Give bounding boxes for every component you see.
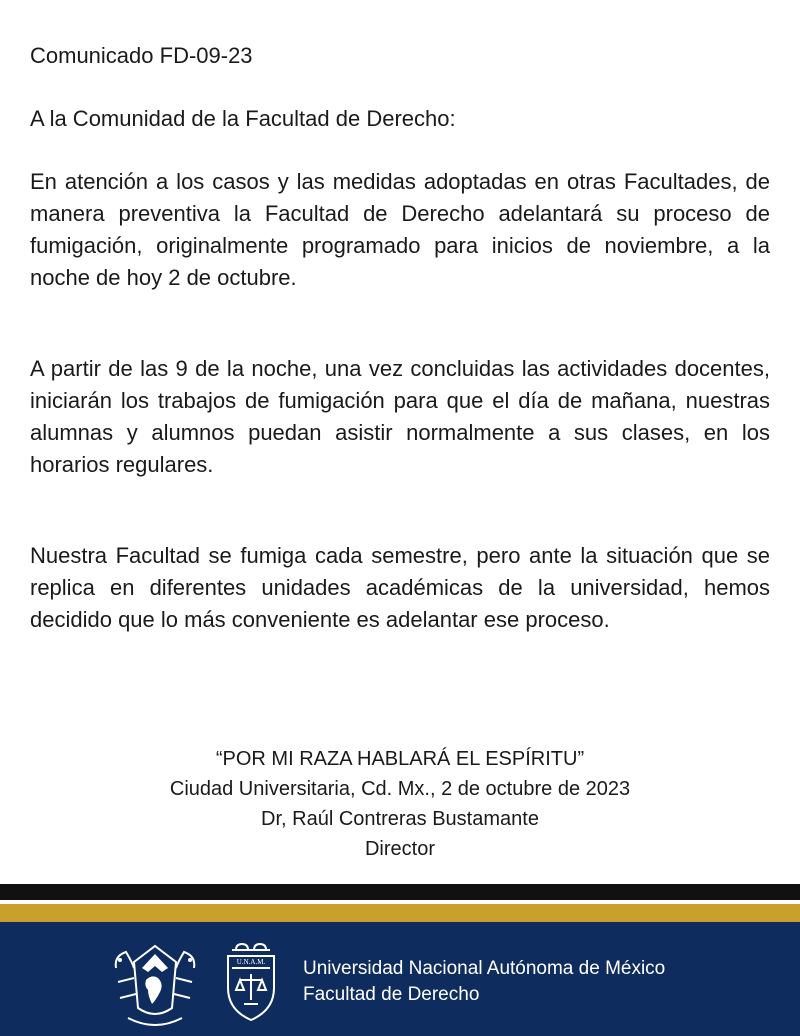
paragraph-1: En atención a los casos y las medidas adoptadas en otras Facultades, de manera preventiva la Facultad de Derecho adelantará su proceso de fumigación, originalmente programado para inicios de noviembre, a la noche de hoy 2 de octubre. bbox=[30, 169, 770, 290]
motto: “POR MI RAZA HABLARÁ EL ESPÍRITU” bbox=[215, 748, 585, 770]
salutation: A la Comunidad de la Facultad de Derecho: bbox=[30, 106, 456, 131]
footer-stripe-gold bbox=[0, 904, 800, 922]
signatory-title: Director bbox=[364, 838, 435, 860]
paragraph-2: A partir de las 9 de la noche, una vez concluidas las actividades docentes, iniciarán los trabajos de fumigación para que el día de mañana, nuestras alumnas y alumnos puedan asistir normalmente a sus clases, en los horarios regulares. bbox=[30, 356, 770, 477]
institution-name: Universidad Nacional Autónoma de México bbox=[303, 958, 666, 979]
footer-institution-text bbox=[303, 956, 665, 1008]
faculty-name: Facultad de Derecho bbox=[303, 984, 480, 1005]
signatory-name: Dr, Raúl Contreras Bustamante bbox=[261, 808, 539, 830]
svg-text:U.N.A.M.: U.N.A.M. bbox=[236, 958, 266, 966]
facultad-derecho-seal-icon bbox=[222, 942, 280, 1022]
signature-block bbox=[0, 744, 800, 864]
place-date: Ciudad Universitaria, Cd. Mx., 2 de octubre de 2023 bbox=[169, 778, 631, 800]
paragraph-3: Nuestra Facultad se fumiga cada semestre, pero ante la situación que se replica en diferentes unidades académicas de la universidad, hemos decidido que lo más conveniente es adelantar ese proceso. bbox=[30, 543, 770, 632]
footer-band bbox=[0, 922, 800, 1036]
communique-reference: Comunicado FD-09-23 bbox=[30, 43, 253, 68]
unam-seal-icon bbox=[112, 938, 198, 1026]
footer-stripe-black bbox=[0, 884, 800, 900]
